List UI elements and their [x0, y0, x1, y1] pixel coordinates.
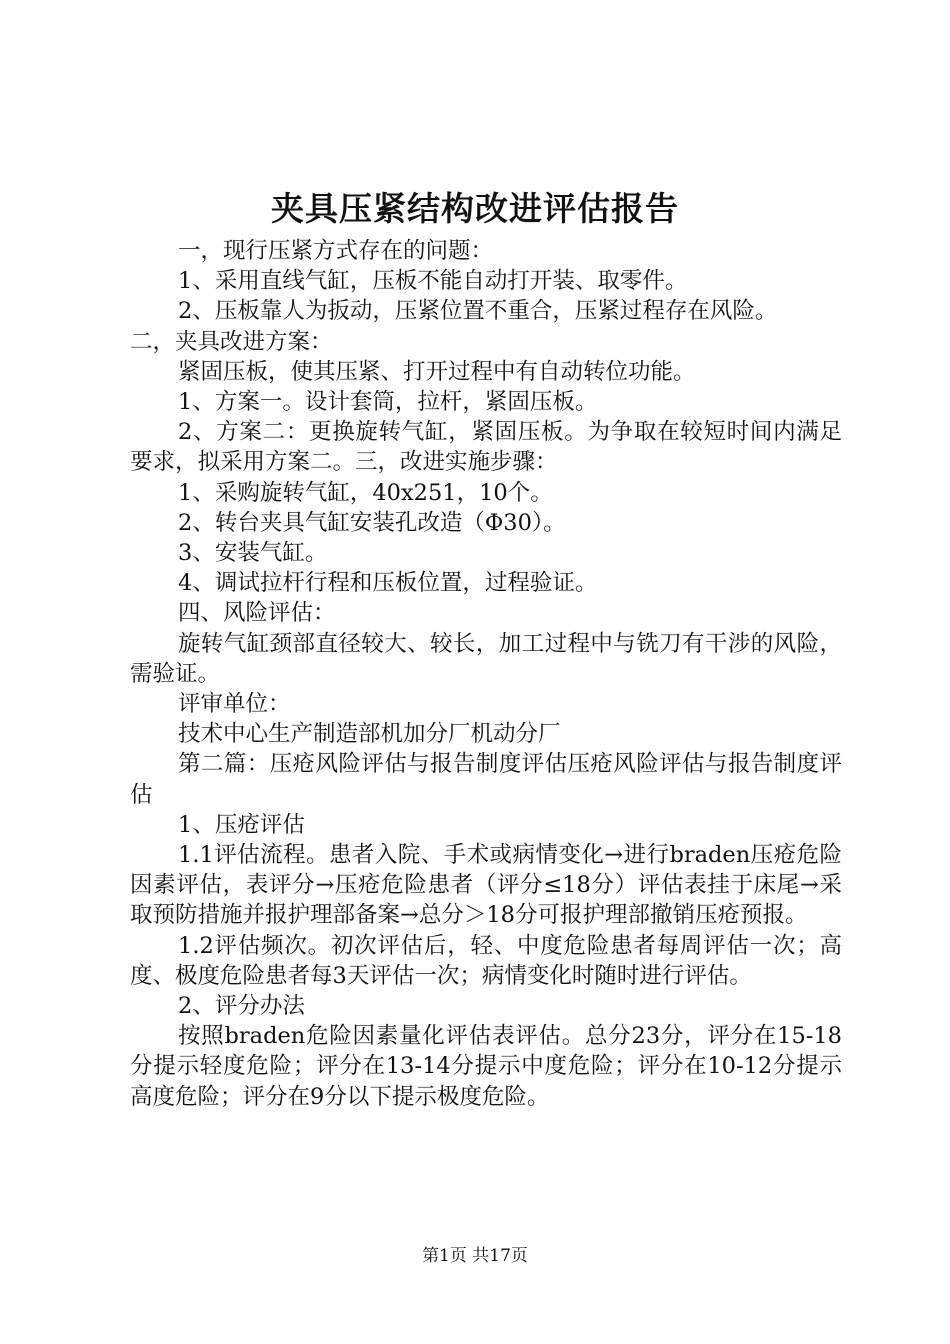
paragraph-assessment-frequency: 1.2评估频次。初次评估后，轻、中度危险患者每周评估一次；高度、极度危险患者每3天评估一次；病情变化时随时进行评估。: [130, 932, 842, 989]
paragraph-plan-1: 1、方案一。设计套筒，拉杆，紧固压板。: [178, 389, 598, 416]
paragraph-problem-2: 2、压板靠人为扳动，压紧位置不重合，压紧过程存在风险。: [178, 298, 778, 325]
paragraph-part-two-title: 第二篇：压疮风险评估与报告制度评估压疮风险评估与报告制度评估: [130, 751, 842, 808]
paragraph-scoring: 按照braden危险因素量化评估表评估。总分23分，评分在15-18分提示轻度危险；评分在13-14分提示中度危险；评分在10-12分提示高度危险；评分在9分以下提示极度危险。: [130, 1023, 842, 1110]
section-heading-plan: 二，夹具改进方案：: [130, 328, 333, 355]
paragraph-assessment-process: 1.1评估流程。患者入院、手术或病情变化→进行braden压疮危险因素评估，表评分→压疮危险患者（评分≤18分）评估表挂于床尾→采取预防措施并报护理部备案→总分＞18分可报护理部撤销压疮预报。: [130, 842, 842, 929]
paragraph-step-4: 4、调试拉杆行程和压板位置，过程验证。: [178, 570, 598, 597]
section-heading-assessment: 1、压疮评估: [178, 811, 305, 838]
paragraph-plan-intro: 紧固压板，使其压紧、打开过程中有自动转位功能。: [178, 358, 696, 385]
paragraph-review-label: 评审单位：: [178, 691, 291, 718]
document-body: [130, 236, 842, 1112]
paragraph-review-unit: 技术中心生产制造部机加分厂机动分厂: [178, 721, 561, 748]
document-title: 夹具压紧结构改进评估报告: [271, 189, 679, 228]
paragraph-step-3: 3、安装气缸。: [178, 540, 328, 567]
paragraph-step-1: 1、采购旋转气缸，40x251，10个。: [178, 479, 553, 506]
paragraph-step-2: 2、转台夹具气缸安装孔改造（Φ30）。: [178, 509, 566, 536]
paragraph-plan-2: 2、方案二：更换旋转气缸，紧固压板。为争取在较短时间内满足要求，拟采用方案二。三，改进实施步骤：: [130, 419, 842, 476]
paragraph-problem-1: 1、采用直线气缸，压板不能自动打开装、取零件。: [178, 268, 688, 295]
paragraph-risk: 旋转气缸颈部直径较大、较长，加工过程中与铣刀有干涉的风险，需验证。: [130, 630, 842, 687]
section-heading-risk: 四、风险评估：: [178, 600, 336, 627]
section-heading-problems: 一，现行压紧方式存在的问题：: [178, 238, 494, 264]
section-heading-scoring: 2、评分办法: [178, 993, 305, 1020]
page-number-footer: 第1页 共17页: [422, 1246, 528, 1266]
